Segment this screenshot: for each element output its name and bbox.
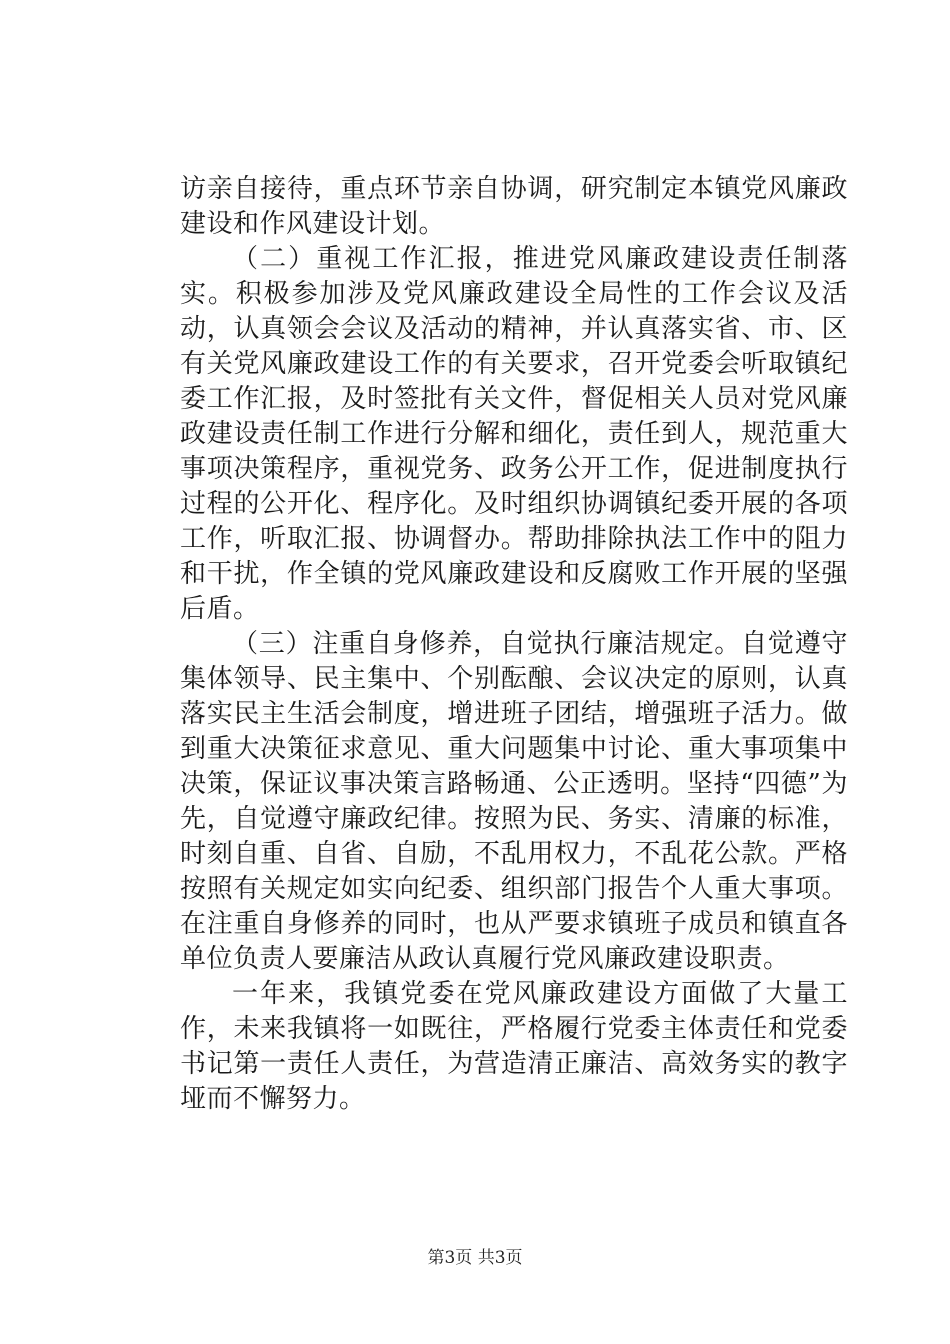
paragraph-continuation: 访亲自接待，重点环节亲自协调，研究制定本镇党风廉政建设和作风建设计划。 <box>180 174 848 239</box>
document-body <box>180 172 848 1117</box>
paragraph-section-2: （二）重视工作汇报，推进党风廉政建设责任制落实。积极参加涉及党风廉政建设全局性的工作会议及活动，认真领会会议及活动的精神，并认真落实省、市、区有关党风廉政建设工作的有关要求，召开党委会听取镇纪委工作汇报，及时签批有关文件，督促相关人员对党风廉政建设责任制工作进行分解和细化，责任到人，规范重大事项决策程序，重视党务、政务公开工作，促进制度执行过程的公开化、程序化。及时组织协调镇纪委开展的各项工作，听取汇报、协调督办。帮助排除执法工作中的阻力和干扰，作全镇的党风廉政建设和反腐败工作开展的坚强后盾。 <box>180 244 848 624</box>
paragraph-section-3: （三）注重自身修养，自觉执行廉洁规定。自觉遵守集体领导、民主集中、个别酝酿、会议决定的原则，认真落实民主生活会制度，增进班子团结，增强班子活力。做到重大决策征求意见、重大问题集中讨论、重大事项集中决策，保证议事决策言路畅通、公正透明。坚持“四德”为先，自觉遵守廉政纪律。按照为民、务实、清廉的标准，时刻自重、自省、自励，不乱用权力，不乱花公款。严格按照有关规定如实向纪委、组织部门报告个人重大事项。在注重自身修养的同时，也从严要求镇班子成员和镇直各单位负责人要廉洁从政认真履行党风廉政建设职责。 <box>180 629 848 974</box>
paragraph-conclusion: 一年来，我镇党委在党风廉政建设方面做了大量工作，未来我镇将一如既往，严格履行党委主体责任和党委书记第一责任人责任，为营造清正廉洁、高效务实的教字垭而不懈努力。 <box>180 979 848 1114</box>
page-number-footer: 第3页 共3页 <box>427 1248 523 1268</box>
